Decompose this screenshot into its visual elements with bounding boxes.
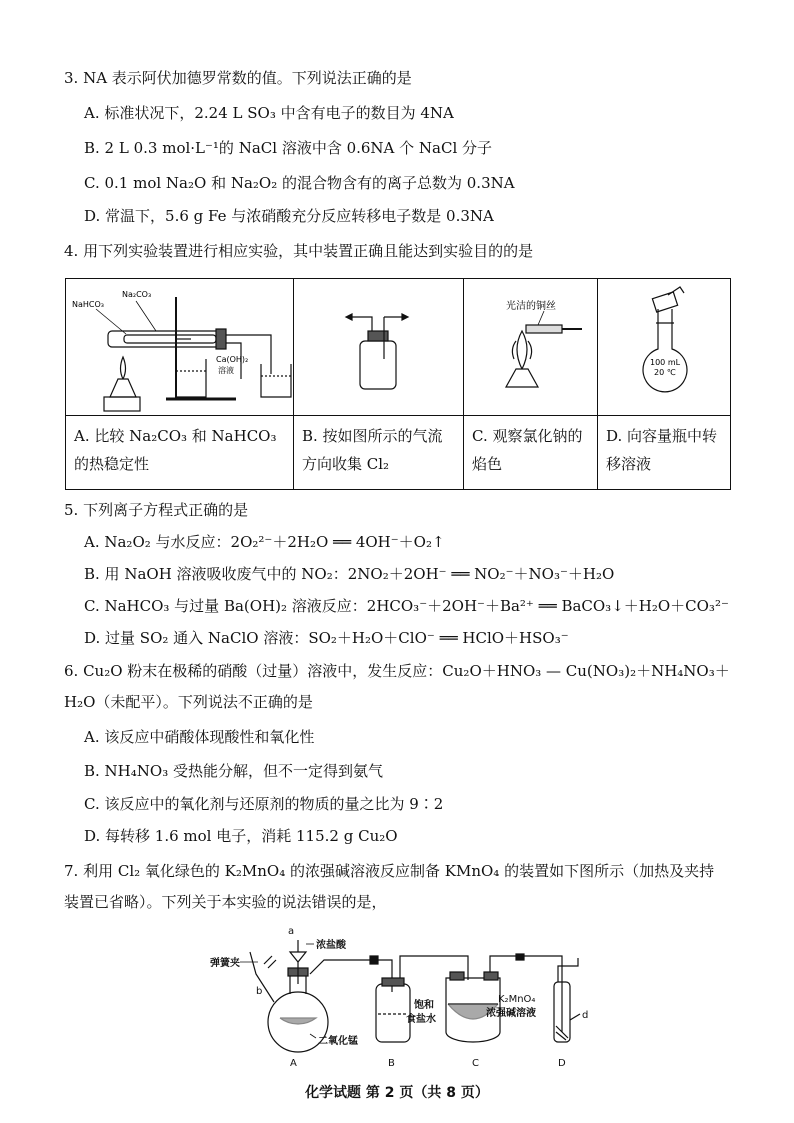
label-na2co3: Na₂CO₃ xyxy=(122,290,152,299)
q4-apparatus-table xyxy=(65,278,731,490)
label-mno2: 二氧化锰 xyxy=(318,1036,358,1047)
label-solution: 溶液 xyxy=(218,366,234,375)
q3-option-c: C. 0.1 mol Na₂O 和 Na₂O₂ 的混合物含有的离子总数为 0.3NA xyxy=(84,174,515,192)
label-B: B xyxy=(388,1058,395,1069)
q5-option-a: A. Na₂O₂ 与水反应：2O₂²⁻＋2H₂O ══ 4OH⁻＋O₂↑ xyxy=(84,533,445,551)
q4-figure-d xyxy=(598,279,731,416)
label-brine-1: 饱和 xyxy=(414,1000,434,1011)
label-20c: 20 ℃ xyxy=(654,368,676,377)
q6-stem-line1: 6. Cu₂O 粉末在极稀的硝酸（过量）溶液中，发生反应：Cu₂O＋HNO₃ — Cu(NO₃)₂＋NH₄NO₃＋ xyxy=(64,662,730,680)
q7-stem-line2: 装置已省略）。下列关于本实验的说法错误的是， xyxy=(64,893,387,911)
label-D: D xyxy=(558,1058,566,1069)
q5-option-d: D. 过量 SO₂ 通入 NaClO 溶液：SO₂＋H₂O＋ClO⁻ ══ HClO＋HSO₃⁻ xyxy=(84,629,569,647)
volumetric-flask-diagram xyxy=(598,279,731,415)
q6-stem-line2: H₂O（未配平）。下列说法不正确的是 xyxy=(64,693,313,711)
q3-option-a: A. 标准状况下，2.24 L SO₃ 中含有电子的数目为 4NA xyxy=(84,104,454,122)
q6-option-a: A. 该反应中硝酸体现酸性和氧化性 xyxy=(84,728,315,746)
gas-collection-bottle-diagram xyxy=(294,279,464,415)
q4-stem: 4. 用下列实验装置进行相应实验，其中装置正确且能达到实验目的的是 xyxy=(64,242,534,260)
q6-option-b: B. NH₄NO₃ 受热能分解，但不一定得到氨气 xyxy=(84,762,383,780)
label-b: b xyxy=(256,986,263,997)
q4-caption-d: D. 向容量瓶中转 移溶液 xyxy=(598,416,731,490)
q3-option-b: B. 2 L 0.3 mol·L⁻¹的 NaCl 溶液中含 0.6NA 个 NaCl 分子 xyxy=(84,139,493,157)
label-brine-2: 食盐水 xyxy=(406,1014,436,1025)
label-copper-wire: 光洁的铜丝 xyxy=(506,301,556,312)
q4-caption-a: A. 比较 Na₂CO₃ 和 NaHCO₃ 的热稳定性 xyxy=(66,416,294,490)
heating-tube-apparatus-diagram xyxy=(66,279,294,415)
q4-figure-c xyxy=(464,279,598,416)
q5-option-c: C. NaHCO₃ 与过量 Ba(OH)₂ 溶液反应：2HCO₃⁻＋2OH⁻＋Ba²⁺ ══ BaCO₃↓＋H₂O＋CO₃²⁻ xyxy=(84,597,729,615)
label-caoh2: Ca(OH)₂ xyxy=(216,355,249,364)
label-nahco3: NaHCO₃ xyxy=(72,300,104,309)
q4-caption-c: C. 观察氯化钠的 焰色 xyxy=(464,416,598,490)
label-100ml: 100 mL xyxy=(650,358,681,367)
q7-stem-line1: 7. 利用 Cl₂ 氧化绿色的 K₂MnO₄ 的浓强碱溶液反应制备 KMnO₄ 的装置如下图所示（加热及夹持 xyxy=(64,862,715,880)
label-k2mno4: K₂MnO₄ xyxy=(498,994,536,1005)
q6-option-c: C. 该反应中的氧化剂与还原剂的物质的量之比为 9∶2 xyxy=(84,795,444,813)
label-conc-hcl: 浓盐酸 xyxy=(316,940,346,951)
label-A: A xyxy=(290,1058,297,1069)
q4-figure-a xyxy=(66,279,294,416)
q4-caption-b: B. 按如图所示的气流 方向收集 Cl₂ xyxy=(294,416,464,490)
label-d: d xyxy=(582,1010,589,1021)
label-spring-clip: 弹簧夹 xyxy=(210,958,240,969)
q6-option-d: D. 每转移 1.6 mol 电子，消耗 115.2 g Cu₂O xyxy=(84,827,398,845)
q3-option-d: D. 常温下，5.6 g Fe 与浓硝酸充分反应转移电子数是 0.3NA xyxy=(84,207,494,225)
q5-stem: 5. 下列离子方程式正确的是 xyxy=(64,501,249,519)
label-strong-base: 浓强碱溶液 xyxy=(486,1008,536,1019)
label-C: C xyxy=(472,1058,479,1069)
page-footer: 化学试题 第 2 页（共 8 页） xyxy=(305,1085,489,1101)
label-a: a xyxy=(288,926,295,937)
q4-figure-b xyxy=(294,279,464,416)
q7-apparatus-diagram xyxy=(210,922,600,1074)
q5-option-b: B. 用 NaOH 溶液吸收废气中的 NO₂：2NO₂＋2OH⁻ ══ NO₂⁻＋NO₃⁻＋H₂O xyxy=(84,565,615,583)
q3-stem: 3. NA 表示阿伏加德罗常数的值。下列说法正确的是 xyxy=(64,69,412,87)
flame-test-diagram xyxy=(464,279,598,415)
